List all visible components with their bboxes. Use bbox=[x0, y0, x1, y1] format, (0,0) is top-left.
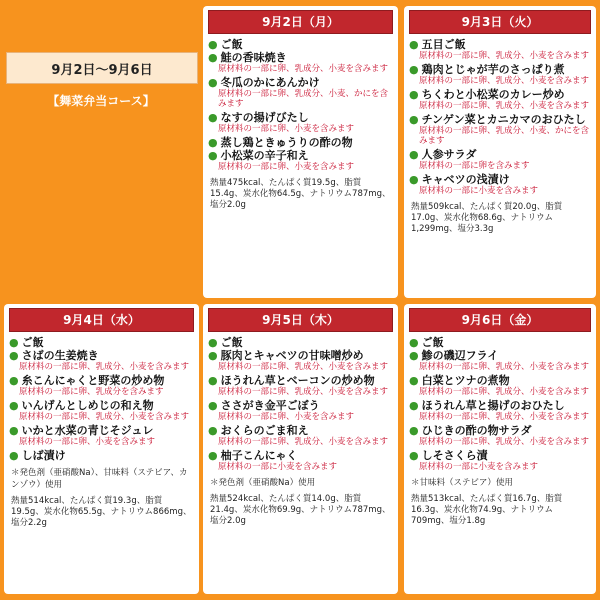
allergen-note: 原材料の一部に卵、乳成分、小麦を含みます bbox=[19, 362, 190, 372]
nutrition-info: 熱量524kcal、たんぱく質14.0g、脂質21.4g、炭水化物69.9g、ナトリウム787mg、塩分2.0g bbox=[210, 494, 391, 526]
additive-note: ＊発色剤（亜硝酸Na）、甘味料（ステビア、カンゾウ）使用 bbox=[11, 468, 188, 490]
allergen-note: 原材料の一部に卵、乳成分、小麦を含みます bbox=[218, 387, 389, 397]
menu-item-name bbox=[409, 148, 591, 161]
allergen-note: 原材料の一部に卵、小麦を含みます bbox=[218, 412, 355, 422]
menu-card-wed bbox=[4, 304, 199, 594]
allergen-note: 原材料の一部に卵、乳成分、小麦を含みます bbox=[218, 437, 389, 447]
bullet-icon: ● bbox=[208, 424, 218, 437]
bullet-icon: ● bbox=[409, 113, 419, 126]
bullet-icon: ● bbox=[208, 149, 218, 162]
menu-item-label: 冬瓜のかにあんかけ bbox=[220, 76, 320, 89]
menu-item-name bbox=[208, 336, 393, 349]
menu-item-name bbox=[9, 449, 194, 462]
menu-card-mon bbox=[203, 6, 398, 298]
additive-note: ＊発色剤（亜硝酸Na）使用 bbox=[210, 478, 316, 488]
bullet-icon: ● bbox=[9, 349, 19, 362]
bullet-icon: ● bbox=[208, 38, 218, 51]
menu-item-name bbox=[409, 63, 591, 76]
menu-item-label: ご飯 bbox=[220, 38, 243, 51]
bullet-icon: ● bbox=[208, 51, 218, 64]
allergen-note: 原材料の一部に小麦を含みます bbox=[419, 186, 539, 196]
allergen-note: 原材料の一部に卵、乳成分、小麦を含みます bbox=[218, 64, 389, 74]
menu-item-name bbox=[208, 399, 393, 412]
menu-item-name bbox=[208, 136, 393, 149]
nutrition-info: 熱量514kcal、たんぱく質19.3g、脂質19.5g、炭水化物65.5g、ナトリウム866mg、塩分2.2g bbox=[11, 496, 192, 528]
menu-item-label: 蒸し鶏ときゅうりの酢の物 bbox=[220, 136, 353, 149]
course-title: 【舞菜弁当コース】 bbox=[47, 94, 155, 108]
day-header: 9月2日（月） bbox=[208, 10, 393, 34]
menu-item-label: ひじきの酢の物サラダ bbox=[421, 424, 532, 437]
menu-card-fri bbox=[404, 304, 596, 594]
menu-item-name bbox=[208, 149, 393, 162]
bullet-icon: ● bbox=[409, 399, 419, 412]
bullet-icon: ● bbox=[208, 336, 218, 349]
bullet-icon: ● bbox=[9, 336, 19, 349]
menu-item-name bbox=[409, 173, 591, 186]
allergen-note: 原材料の一部に小麦を含みます bbox=[419, 462, 539, 472]
additive-note: ＊甘味料（ステビア）使用 bbox=[411, 478, 513, 488]
menu-item-label: 鯵の磯辺フライ bbox=[421, 349, 499, 362]
menu-item-name bbox=[208, 51, 393, 64]
date-range-text: 9月2日～9月6日 bbox=[51, 62, 153, 78]
bullet-icon: ● bbox=[409, 63, 419, 76]
menu-item-label: 鮭の香味焼き bbox=[220, 51, 287, 64]
menu-items bbox=[409, 336, 591, 472]
menu-item-label: 糸こんにゃくと野菜の炒め物 bbox=[21, 374, 165, 387]
bullet-icon: ● bbox=[409, 38, 419, 51]
bullet-icon: ● bbox=[9, 374, 19, 387]
menu-item-name bbox=[9, 349, 194, 362]
day-header: 9月5日（木） bbox=[208, 308, 393, 332]
allergen-note: 原材料の一部に卵、乳成分、小麦を含みます bbox=[218, 362, 389, 372]
menu-card-thu bbox=[203, 304, 398, 594]
menu-item-label: 鶏肉とじゃが芋のさっぱり煮 bbox=[421, 63, 565, 76]
menu-item-name bbox=[208, 449, 393, 462]
menu-item-name bbox=[409, 349, 591, 362]
allergen-note: 原材料の一部に卵、乳成分、小麦を含みます bbox=[19, 412, 190, 422]
day-header: 9月3日（火） bbox=[409, 10, 591, 34]
bullet-icon: ● bbox=[9, 424, 19, 437]
menu-item-label: ご飯 bbox=[21, 336, 44, 349]
bullet-icon: ● bbox=[208, 399, 218, 412]
allergen-note: 原材料の一部に卵、小麦を含みます bbox=[218, 162, 355, 172]
allergen-note: 原材料の一部に卵、小麦を含みます bbox=[19, 437, 156, 447]
menu-item-name bbox=[208, 424, 393, 437]
day-header: 9月4日（水） bbox=[9, 308, 194, 332]
menu-items bbox=[208, 336, 393, 472]
bullet-icon: ● bbox=[9, 399, 19, 412]
menu-item-label: しば漬け bbox=[21, 449, 66, 462]
menu-item-label: しそさくら漬 bbox=[421, 449, 488, 462]
menu-item-label: いかと水菜の青じそジュレ bbox=[21, 424, 154, 437]
allergen-note: 原材料の一部に卵、乳成分、小麦を含みます bbox=[419, 76, 590, 86]
menu-item-label: 豚肉とキャベツの甘味噌炒め bbox=[220, 349, 364, 362]
menu-item-name bbox=[409, 88, 591, 101]
menu-item-label: なすの揚げびたし bbox=[220, 111, 309, 124]
bullet-icon: ● bbox=[409, 148, 419, 161]
menu-items bbox=[9, 336, 194, 462]
menu-item-label: ご飯 bbox=[421, 336, 444, 349]
menu-item-label: チンゲン菜とカニカマのおひたし bbox=[421, 113, 586, 126]
menu-item-name bbox=[208, 349, 393, 362]
menu-item-name bbox=[9, 399, 194, 412]
day-header: 9月6日（金） bbox=[409, 308, 591, 332]
allergen-note: 原材料の一部に卵、乳成分、小麦を含みます bbox=[419, 437, 590, 447]
bullet-icon: ● bbox=[409, 336, 419, 349]
menu-item-name bbox=[409, 336, 591, 349]
nutrition-info: 熱量475kcal、たんぱく質19.5g、脂質15.4g、炭水化物64.5g、ナトリウム787mg、塩分2.0g bbox=[210, 178, 391, 210]
allergen-note: 原材料の一部に卵、乳成分を含みます bbox=[19, 387, 164, 397]
bullet-icon: ● bbox=[208, 136, 218, 149]
date-range-banner bbox=[6, 52, 198, 84]
allergen-note: 原材料の一部に小麦を含みます bbox=[218, 462, 338, 472]
menu-item-label: ほうれん草とベーコンの炒め物 bbox=[220, 374, 375, 387]
allergen-note: 原材料の一部に卵、乳成分、小麦を含みます bbox=[419, 51, 590, 61]
allergen-note: 原材料の一部に卵、乳成分、小麦を含みます bbox=[419, 387, 590, 397]
menu-item-name bbox=[208, 38, 393, 51]
menu-item-name bbox=[9, 424, 194, 437]
menu-item-label: ご飯 bbox=[220, 336, 243, 349]
menu-item-name bbox=[208, 111, 393, 124]
bullet-icon: ● bbox=[409, 349, 419, 362]
bullet-icon: ● bbox=[9, 449, 19, 462]
bullet-icon: ● bbox=[208, 76, 218, 89]
menu-item-label: おくらのごま和え bbox=[220, 424, 309, 437]
menu-item-label: いんげんとしめじの和え物 bbox=[21, 399, 154, 412]
menu-item-label: 小松菜の辛子和え bbox=[220, 149, 309, 162]
menu-item-label: 白菜とツナの煮物 bbox=[421, 374, 510, 387]
menu-item-name bbox=[409, 424, 591, 437]
allergen-note: 原材料の一部に卵、乳成分、小麦を含みます bbox=[419, 362, 590, 372]
bullet-icon: ● bbox=[409, 374, 419, 387]
menu-item-name bbox=[9, 336, 194, 349]
allergen-note: 原材料の一部に卵、乳成分、小麦を含みます bbox=[419, 412, 590, 422]
menu-item-label: キャベツの浅漬け bbox=[421, 173, 510, 186]
bullet-icon: ● bbox=[208, 374, 218, 387]
menu-items bbox=[409, 38, 591, 196]
menu-item-name bbox=[208, 76, 393, 89]
bullet-icon: ● bbox=[409, 424, 419, 437]
bullet-icon: ● bbox=[208, 349, 218, 362]
menu-item-name bbox=[409, 449, 591, 462]
bullet-icon: ● bbox=[409, 449, 419, 462]
bullet-icon: ● bbox=[409, 88, 419, 101]
bullet-icon: ● bbox=[409, 173, 419, 186]
bullet-icon: ● bbox=[208, 111, 218, 124]
menu-items bbox=[208, 38, 393, 172]
menu-item-name bbox=[409, 38, 591, 51]
menu-item-name bbox=[409, 113, 591, 126]
allergen-note: 原材料の一部に卵を含みます bbox=[419, 161, 530, 171]
menu-item-name bbox=[9, 374, 194, 387]
menu-item-name bbox=[409, 374, 591, 387]
menu-item-label: 五目ご飯 bbox=[421, 38, 466, 51]
allergen-note: 原材料の一部に卵、乳成分、小麦、かにを含みます bbox=[218, 89, 389, 109]
nutrition-info: 熱量509kcal、たんぱく質20.0g、脂質17.0g、炭水化物68.6g、ナトリウム1,299mg、塩分3.3g bbox=[411, 202, 563, 234]
allergen-note: 原材料の一部に卵、小麦を含みます bbox=[218, 124, 355, 134]
menu-item-name bbox=[208, 374, 393, 387]
allergen-note: 原材料の一部に卵、乳成分、小麦、かにを含みます bbox=[419, 126, 590, 146]
menu-item-label: ささがき金平ごぼう bbox=[220, 399, 320, 412]
menu-item-name bbox=[409, 399, 591, 412]
allergen-note: 原材料の一部に卵、乳成分、小麦を含みます bbox=[419, 101, 590, 111]
menu-card-tue bbox=[404, 6, 596, 298]
menu-item-label: ほうれん草と揚げのおひたし bbox=[421, 399, 565, 412]
bullet-icon: ● bbox=[208, 449, 218, 462]
nutrition-info: 熱量513kcal、たんぱく質16.7g、脂質16.3g、炭水化物74.9g、ナトリウム709mg、塩分1.8g bbox=[411, 494, 563, 526]
menu-item-label: 柚子こんにゃく bbox=[220, 449, 298, 462]
menu-item-label: 人参サラダ bbox=[421, 148, 477, 161]
menu-item-label: ちくわと小松菜のカレー炒め bbox=[421, 88, 565, 101]
menu-item-label: さばの生姜焼き bbox=[21, 349, 99, 362]
